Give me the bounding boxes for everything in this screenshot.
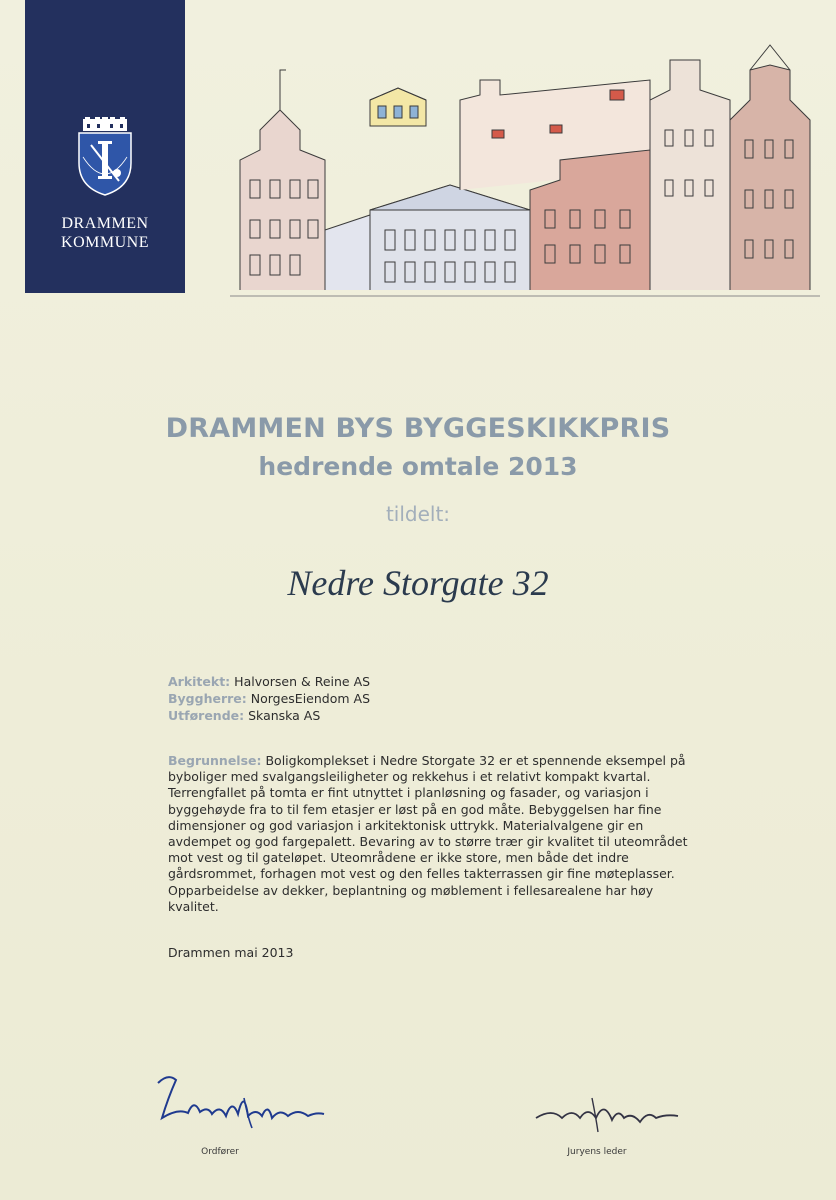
award-title: DRAMMEN BYS BYGGESKIKKPRIS — [165, 413, 671, 444]
credit-row-architect — [168, 673, 370, 690]
credit-label: Byggherre: — [168, 691, 247, 706]
credit-value: Skanska AS — [248, 708, 321, 723]
rationale-label: Begrunnelse: — [168, 753, 262, 768]
awarded-label: tildelt: — [385, 502, 451, 526]
credit-label: Arkitekt: — [168, 674, 231, 689]
dateline: Drammen mai 2013 — [168, 945, 294, 960]
rationale-text: Boligkomplekset i Nedre Storgate 32 er et spennende eksempel på byboliger med svalgangsleiligheter og rekkehus i et relativt kompakt kvartal. Terrengfallet på tomta er fint utnyttet i planløsning og fasader, og variasjon i byggehøyde fra to til fem etasjer er løst på en god måte. Bebyggelsen har fine dimensjoner og god variasjon i arkitektonisk uttrykk. Materialvalgene gir en avdempet og god fargepalett. Bevaring av to større trær gir kvalitet til uteområdet mot vest og til gateløpet. Uteområdene er ikke store, men både det indre gårdsrommet, forhagen mot vest og den felles takterrassen gir fine møteplasser. Opparbeidelse av dekker, beplantning og møblement i fellesarealene har høy kvalitet. — [168, 753, 688, 914]
credits-list — [168, 673, 370, 724]
credit-value: Halvorsen & Reine AS — [234, 674, 371, 689]
jury-leader-signature — [532, 1088, 682, 1138]
recipient-name: Nedre Storgate 32 — [287, 563, 549, 603]
logo-text-line2: KOMMUNE — [61, 234, 149, 251]
signature-caption-mayor: Ordfører — [201, 1147, 239, 1157]
credit-row-contractor — [168, 707, 370, 724]
credit-value: NorgesEiendom AS — [250, 691, 371, 706]
signature-caption-jury: Juryens leder — [567, 1147, 627, 1157]
credit-row-developer — [168, 690, 370, 707]
logo-text-line1: DRAMMEN — [61, 215, 149, 232]
mayor-signature — [148, 1068, 330, 1138]
award-subtitle: hedrende omtale 2013 — [258, 452, 578, 481]
coat-of-arms-icon — [73, 117, 137, 197]
rationale-paragraph — [168, 753, 688, 915]
municipality-logo-block — [25, 0, 185, 293]
credit-label: Utførende: — [168, 708, 245, 723]
city-buildings-illustration — [230, 40, 820, 298]
